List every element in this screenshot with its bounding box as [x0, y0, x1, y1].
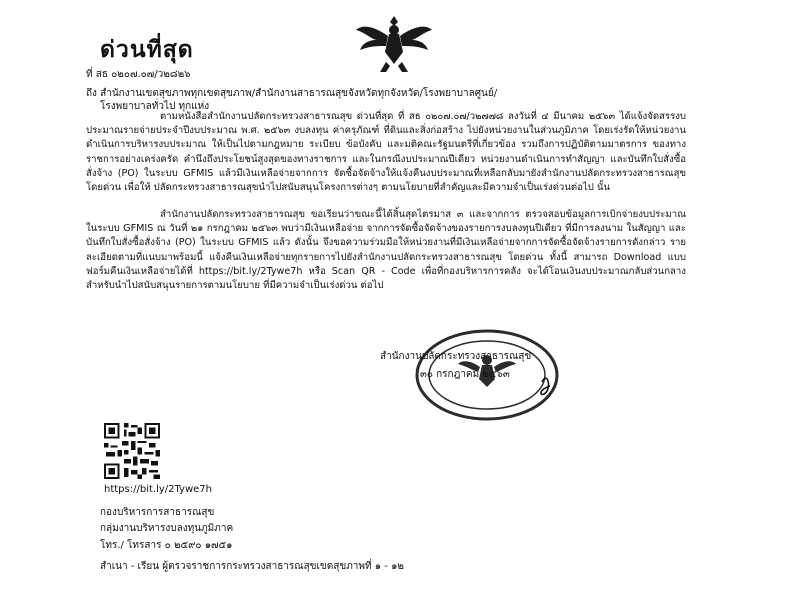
body-paragraph-2 [86, 208, 686, 293]
paragraph-2-text: สำนักงานปลัดกระทรวงสาธารณสุข ขอเรียนว่าขณะนี้ได้สิ้นสุดไตรมาส ๓ และจากการ ตรวจสอบข้อมูลการเบิกจ่ายงบประมาณในระบบ GFMIS ณ วันที่ ๒๑ กรกฎาคม ๒๕๖๓ พบว่ามีเงินเหลือจ่าย จากการจัดซื้อจัดจ้างของรายการงบลงทุนปีเดียว ที่มีการลงนาม ในสัญญา และบันทึกใบสั่งซื้อสั่งจ้าง (PO) ในระบบ GFMIS แล้ว ดังนั้น จึงขอความร่วมมือให้หน่วยงานที่มีเงินเหลือจ่ายจากการจัดซื้อจัดจ้างรายการดังกล่าว รายละเอียดตามที่แนบมาพร้อมนี้ แจ้งคืนเงินเหลือจ่ายทุกรายการไปยังสำนักงานปลัดกระทรวงสาธารณสุข โดยด่วน ทั้งนี้ สามารถ Download แบบฟอร์มคืนเงินเหลือจ่ายได้ที่ https://bit.ly/2Tywe7h หรือ Scan QR - Code เพื่อที่กองบริหารการคลัง จะได้โอนเงินงบประมาณกลับส่วนกลาง สำหรับนำไปสนับสนุนรายการตามนโยบาย ที่มีความจำเป็นเร่งด่วน ต่อไป [86, 209, 686, 292]
garuda-emblem-icon [354, 10, 434, 76]
footer-division: กองบริหารการสาธารณสุข [100, 507, 215, 518]
signatory-office: สำนักงานปลัดกระทรวงสาธารณสุข [380, 351, 532, 362]
urgent-stamp: ด่วนที่สุด [100, 37, 194, 63]
footer-group: กลุ่มงานบริหารงบลงทุนภูมิภาค [100, 523, 234, 534]
reference-number: ที่ สธ ๐๒๐๗.๐๗/ว๒๘๒๖ [86, 69, 191, 80]
signature-date: ๓๐ กรกฎาคม ๒๕๖๓ [420, 369, 510, 380]
addressee-line-1: ถึง สำนักงานเขตสุขภาพทุกเขตสุขภาพ/สำนักงานสาธารณสุขจังหวัดทุกจังหวัด/โรงพยาบาลศูนย์/ [86, 88, 498, 99]
addressee-line-2: โรงพยาบาลทั่วไป ทุกแห่ง [100, 101, 210, 112]
qr-link-text[interactable]: https://bit.ly/2Tywe7h [104, 484, 212, 495]
paragraph-1-text: ตามหนังสือสำนักงานปลัดกระทรวงสาธารณสุข ด่วนที่สุด ที่ สธ ๐๒๐๗.๐๗/ว๒๗๗๘ ลงวันที่ ๔ มีนาคม ๒๕๖๓ ได้แจ้งจัดสรรงบประมาณรายจ่ายประจำปีงบประมาณ พ.ศ. ๒๕๖๓ งบลงทุน ค่าครุภัณฑ์ ที่ดินและสิ่งก่อสร้าง ไปยังหน่วยงานในส่วนภูมิภาค โดยเร่งรัดให้หน่วยงานดำเนินการบริหารงบประมาณ ให้เป็นไปตามกฎหมาย ระเบียบ ข้อบังคับ และมติคณะรัฐมนตรีที่เกี่ยวข้อง รวมถึงการปฏิบัติตามมาตรการ ของทางราชการอย่างเคร่งครัด คำนึงถึงประโยชน์สูงสุดของทางราชการ และในกรณีงบประมาณปีเดียว หน่วยงานดำเนินการทำสัญญา และบันทึกใบสั่งซื้อสั่งจ้าง (PO) ในระบบ GFMIS แล้วมีเงินเหลือจ่ายจากการ จัดซื้อจัดจ้างให้แจ้งคืนงบประมาณที่เหลือกลับมายังสำนักงานปลัดกระทรวงสาธารณสุขโดยด่วน เพื่อให้ ปลัดกระทรวงสาธารณสุขนำไปสนับสนุนโครงการต่างๆ ตามนโยบายที่สำคัญและมีความจำเป็นเร่งด่วนต่อไป นั้น [86, 111, 686, 194]
qr-code-icon [104, 423, 160, 479]
footer-phone: โทร./ โทรสาร ๐ ๒๕๙๐ ๑๗๕๑ [100, 540, 233, 551]
carbon-copy-line: สำเนา - เรียน ผู้ตรวจราชการกระทรวงสาธารณสุขเขตสุขภาพที่ ๑ - ๑๒ [100, 561, 405, 572]
body-paragraph-1 [86, 110, 686, 195]
